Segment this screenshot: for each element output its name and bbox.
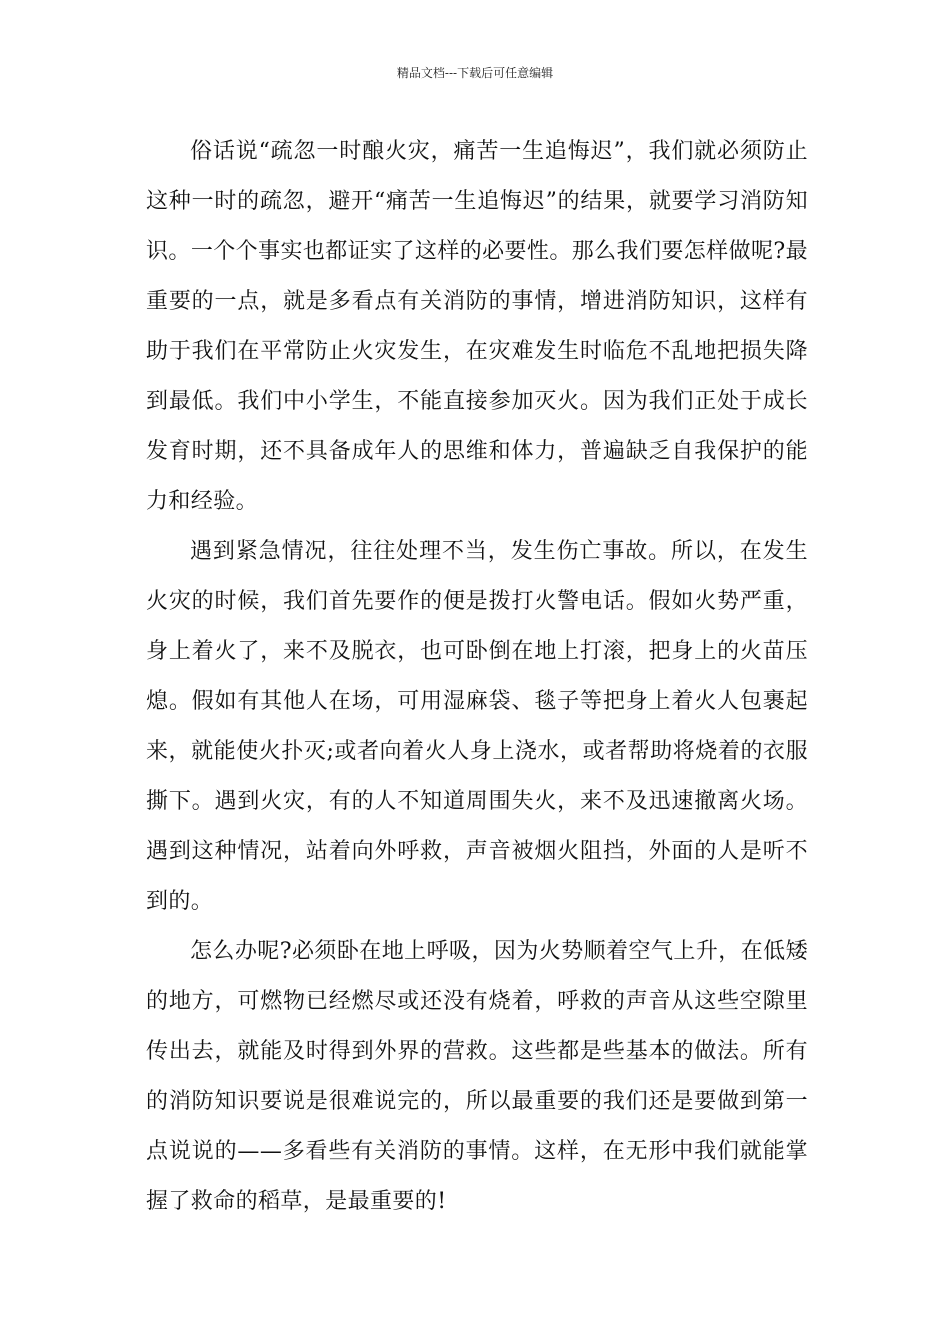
paragraph-2: 遇到紧急情况，往往处理不当，发生伤亡事故。所以，在发生火灾的时候，我们首先要作的便是拨打火警电话。假如火势严重，身上着火了，来不及脱衣，也可卧倒在地上打滚，把身上的火苗压熄。假如有其他人在场，可用湿麻袋、毯子等把身上着火人包裹起来，就能使火扑灭;或者向着火人身上浇水，或者帮助将烧着的衣服撕下。遇到火灾，有的人不知道周围失火，来不及迅速撤离火场。遇到这种情况，站着向外呼救，声音被烟火阻挡，外面的人是听不到的。 xyxy=(146,539,808,914)
paragraph-3: 怎么办呢?必须卧在地上呼吸，因为火势顺着空气上升，在低矮的地方，可燃物已经燃尽或还没有烧着，呼救的声音从这些空隙里传出去，就能及时得到外界的营救。这些都是些基本的做法。所有的消防知识要说是很难说完的，所以最重要的我们还是要做到第一点说说的——多看些有关消防的事情。这样，在无形中我们就能掌握了救命的稻草，是最重要的! xyxy=(146,939,808,1214)
document-body xyxy=(146,127,808,1227)
paragraph-1: 俗话说“疏忽一时酿火灾，痛苦一生追悔迟”，我们就必须防止这种一时的疏忽，避开“痛苦一生追悔迟”的结果，就要学习消防知识。一个个事实也都证实了这样的必要性。那么我们要怎样做呢?最重要的一点，就是多看点有关消防的事情，增进消防知识，这样有助于我们在平常防止火灾发生，在灾难发生时临危不乱地把损失降到最低。我们中小学生，不能直接参加灭火。因为我们正处于成长发育时期，还不具备成年人的思维和体力，普遍缺乏自我保护的能力和经验。 xyxy=(146,139,808,514)
page-header: 精品文档---下载后可任意编辑 xyxy=(396,66,554,80)
